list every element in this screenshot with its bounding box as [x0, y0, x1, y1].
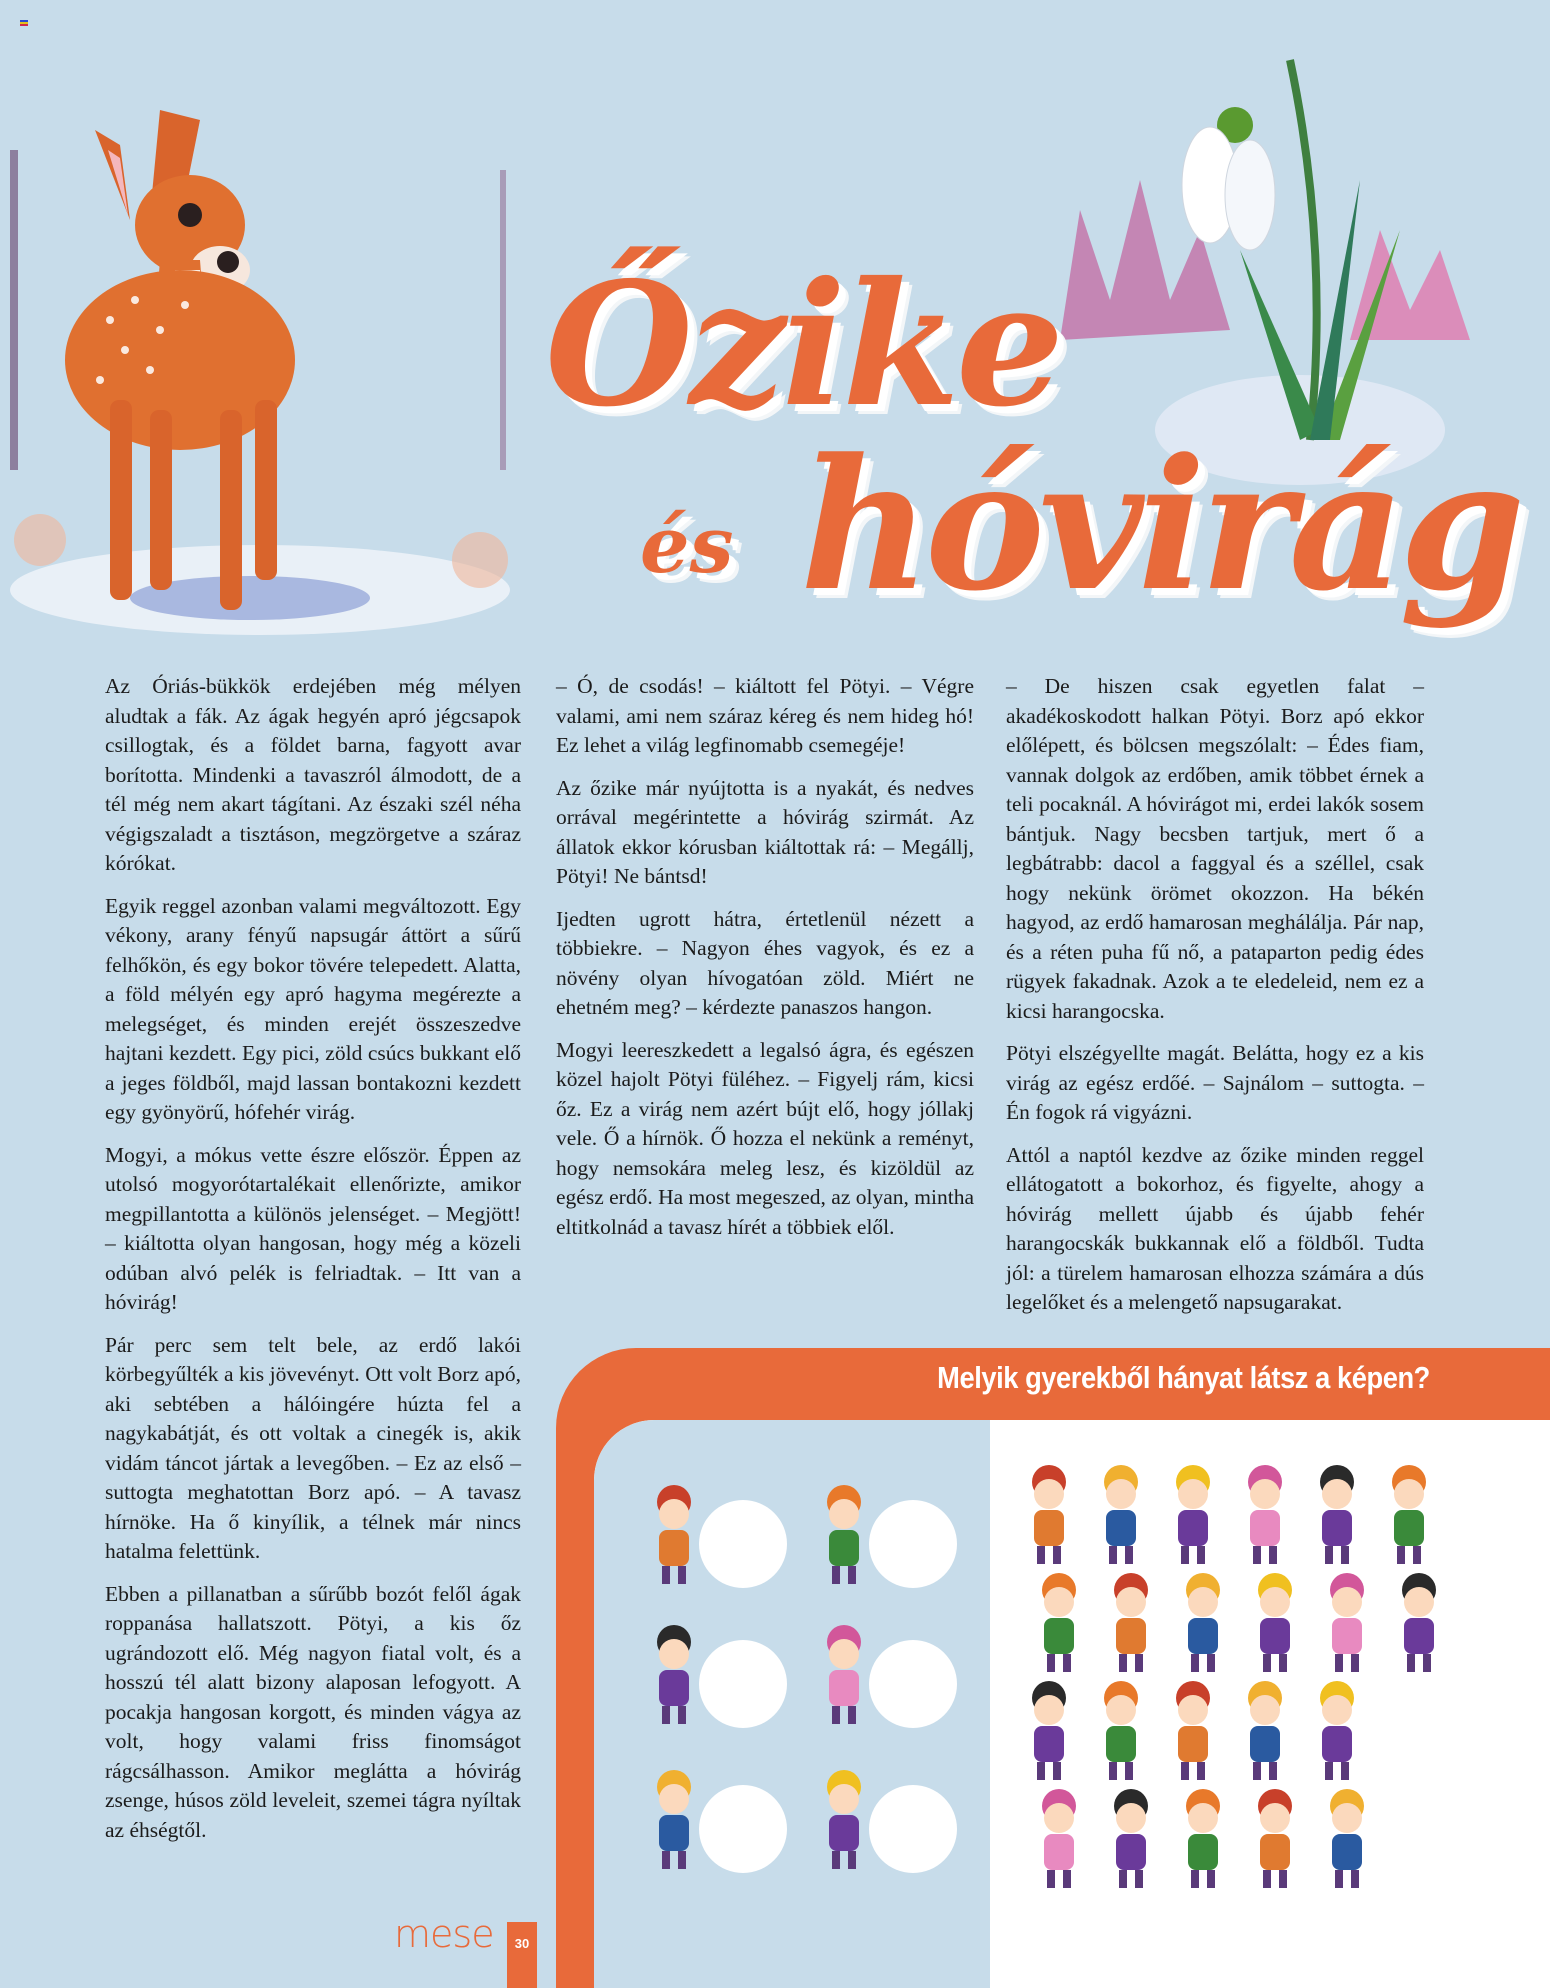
paragraph: Mogyi, a mókus vette észre először. Éppen az utolsó mogyorótartalékait ellenőrizte, amikor megpillantotta a különös jelenséget. – Megjött! – kiáltotta olyan hangosan, hogy még a közeli odúban alvó pelék is felriadtak. – Itt van a hóvirág! — [105, 1142, 521, 1314]
kid-figure — [1312, 1784, 1382, 1894]
answer-circle[interactable] — [869, 1640, 957, 1728]
kid-figure — [639, 1480, 709, 1590]
paragraph: Ebben a pillanatban a sűrűbb bozót felől ágak roppanása hallatszott. Pötyi, a kis őz ugrándozott elő. Még nagyon fiatal volt, és a hosszú tél alatt bizony alaposan lefogyott. A pocakja hangosan korgott, és minden vágya az volt, hogy valami friss finomságot rágcsálhasson. Amikor meglátta a hóvirág zsenge, húsos zöld leveleit, szemei tágra nyíltak az éhségtől. — [105, 1581, 521, 1842]
deer-icon — [65, 110, 295, 610]
title-line-1: Őzike — [545, 245, 1061, 445]
answer-circle[interactable] — [699, 1640, 787, 1728]
kid-figure — [1168, 1568, 1238, 1678]
counting-puzzle — [556, 1348, 1550, 1988]
kid-figure — [1168, 1784, 1238, 1894]
story-column-2 — [556, 672, 974, 1255]
answer-key-panel — [594, 1420, 990, 1988]
kid-figure — [1014, 1460, 1084, 1570]
paragraph: – Ó, de csodás! – kiáltott fel Pötyi. – Végre valami, ami nem száraz kéreg és nem hideg hó! Ez lehet a világ legfinomabb csemegéje! — [556, 674, 974, 757]
answer-circle[interactable] — [699, 1785, 787, 1873]
kid-figure — [1158, 1460, 1228, 1570]
paragraph: Mogyi leereszkedett a legalsó ágra, és egészen közel hajolt Pötyi füléhez. – Figyelj rám, kicsi őz. Ez a virág nem azért bújt elő, hogy jóllakj vele. Ő a hírnök. Ő hozza el nekünk a reményt, hogy nemsokára meleg lesz, és kizöldül az egész erdő. Ha most megeszed, az olyan, mintha eltitkolnád a tavasz hírét a többiek elől. — [556, 1037, 974, 1239]
paragraph: Attól a naptól kezdve az őzike minden reggel ellátogatott a bokorhoz, és figyelte, ahogy a hóvirág mellett újabb és újabb fehér harangocskák bukkannak elő a földből. Tudta jól: a türelem hamarosan elhozza számára a dús legelőket és a melengető napsugarakat. — [1006, 1142, 1424, 1314]
kid-figure — [1096, 1784, 1166, 1894]
kid-figure — [1158, 1676, 1228, 1786]
kid-figure — [1312, 1568, 1382, 1678]
puzzle-area — [594, 1420, 1550, 1988]
kid-figure — [1014, 1676, 1084, 1786]
magazine-logo: mese — [394, 1912, 494, 1956]
kid-figure — [1374, 1460, 1444, 1570]
kid-figure — [1240, 1784, 1310, 1894]
kid-figure — [639, 1620, 709, 1730]
answer-circle[interactable] — [869, 1500, 957, 1588]
story-column-3 — [1006, 672, 1424, 1331]
story-column-1 — [105, 672, 521, 1858]
kid-figure — [1230, 1460, 1300, 1570]
kid-figure — [639, 1765, 709, 1875]
paragraph: Az Óriás-bükkök erdejében még mélyen aludtak a fák. Az ágak hegyén apró jégcsapok csillogtak, és a földet barna, fagyott avar borította. Mindenki a tavaszról álmodott, de a tél még nem akart tágítani. Az északi szél néha végigszaladt a tisztáson, megzörgetve a száraz kórókat. — [105, 674, 521, 875]
kid-figure — [1384, 1568, 1454, 1678]
answer-circle[interactable] — [699, 1500, 787, 1588]
paragraph: Pár perc sem telt bele, az erdő lakói körbegyűlték a kis jövevényt. Ott volt Borz apó, aki sebtében a hálóingére húzta fel a nagykabátját, és ott voltak a cinegék is, akik vidám táncot jártak a levegőben. – Ez az első – suttogta meghatottan Borz apó. – A tavasz hírnöke. Ha ő kinyílik, a télnek már nincs hatalma felettünk. — [105, 1332, 521, 1563]
hero-illustration — [0, 0, 1550, 660]
paragraph: Pötyi elszégyellte magát. Belátta, hogy ez a kis virág az egész erdőé. – Sajnálom – suttogta. – Én fogok rá vigyázni. — [1006, 1041, 1424, 1124]
kid-figure — [1086, 1676, 1156, 1786]
paragraph: Egyik reggel azonban valami megváltozott. Egy vékony, arany fényű napsugár áttört a sűrű felhőkön, és egy bokor tövére telepedett. Alatta, a föld mélyén egy apró hagyma megérezte a melegséget, és minden erejét összeszedve hajtani kezdett. Egy pici, zöld csúcs bukkant elő a jeges földből, majd lassan bontakozni kezdett egy gyönyörű, hófehér virág. — [105, 893, 521, 1124]
paragraph: – De hiszen csak egyetlen falat – akadékoskodott halkan Pötyi. Borz apó ekkor előlépett, és bölcsen megszólalt: – Édes fiam, vannak dolgok az erdőben, amik többet érnek a teli pocaknál. A hóvirágot mi, erdei lakók sosem bántjuk. Nagy becsben tartjuk, mert ő a legbátrabb: dacol a faggyal és a széllel, csak hogy nekünk örömet okozzon. Ha békén hagyod, az erdő hamarosan meghálálja. Pár nap, és a réten puha fű nő, a pataparton pedig édes rügyek fakadnak. Azok a te eledeleid, nem ez a kicsi harangocska. — [1006, 674, 1424, 1023]
kid-figure — [1086, 1460, 1156, 1570]
kid-figure — [809, 1765, 879, 1875]
puzzle-title: Melyik gyerekből hányat látsz a képen? — [937, 1360, 1430, 1395]
kid-figure — [1024, 1568, 1094, 1678]
kid-figure — [809, 1480, 879, 1590]
kid-figure — [1302, 1676, 1372, 1786]
kid-figure — [1302, 1460, 1372, 1570]
title-line-2: hóvirág — [800, 420, 1520, 631]
title-and: és — [640, 500, 734, 591]
kid-figure — [809, 1620, 879, 1730]
kid-figure — [1240, 1568, 1310, 1678]
paragraph: Ijedten ugrott hátra, értetlenül nézett a többiekre. – Nagyon éhes vagyok, és ez a növény olyan hívogatóan zöld. Miért ne ehetném meg? – kérdezte panaszos hangon. — [556, 906, 974, 1019]
answer-circle[interactable] — [869, 1785, 957, 1873]
page-number: 30 — [507, 1922, 537, 1988]
kid-figure — [1230, 1676, 1300, 1786]
kid-figure — [1096, 1568, 1166, 1678]
kid-figure — [1024, 1784, 1094, 1894]
paragraph: Az őzike már nyújtotta is a nyakát, és nedves orrával megérintette a hóvirág szirmát. Az állatok ekkor kórusban kiáltottak rá: – Megállj, Pötyi! Ne bántsd! — [556, 775, 974, 888]
